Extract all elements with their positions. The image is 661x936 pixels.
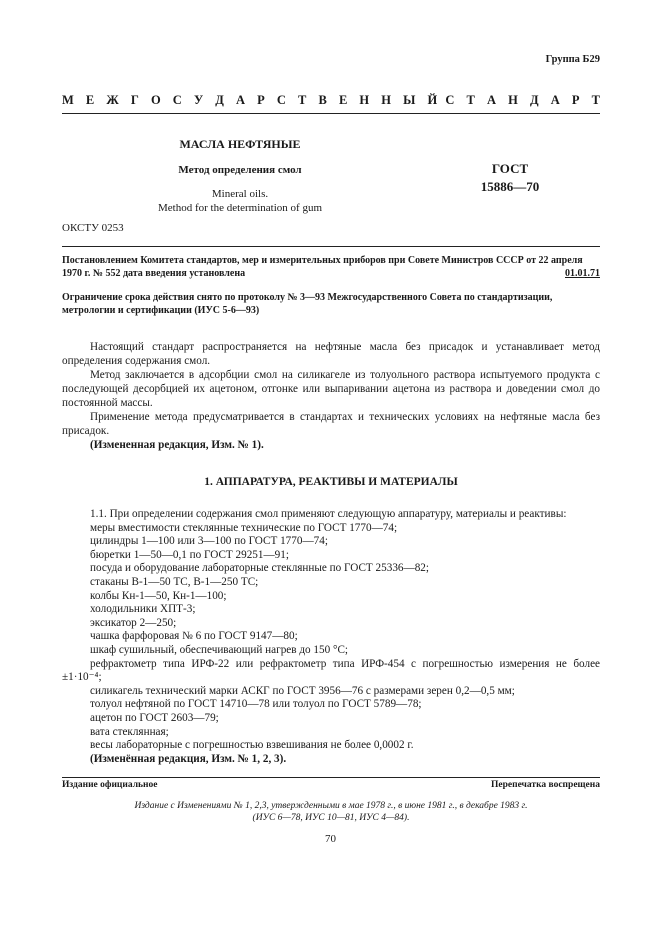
footer-divider [62, 777, 600, 778]
section-1-lead: 1.1. При определении содержания смол применяют следующую аппаратуру, материалы и реактивы: [90, 508, 567, 520]
list-item: холодильники ХПТ-3; [90, 603, 196, 616]
apparatus-list [62, 508, 600, 766]
intro-paragraph-3: Применение метода предусматривается в стандартах и технических условиях на нефтяные масла без присадок. [62, 411, 600, 437]
document-title-ru: МАСЛА НЕФТЯНЫЕ [179, 137, 301, 151]
list-item: весы лабораторные с погрешностью взвешивания не более 0,0002 г. [90, 739, 414, 752]
list-item: толуол нефтяной по ГОСТ 14710—78 или толуол по ГОСТ 5789—78; [90, 698, 422, 711]
heading-word-standart: С Т А Н Д А Р Т [445, 93, 600, 107]
list-item: эксикатор 2—250; [90, 616, 177, 629]
decree-paragraph [62, 255, 600, 280]
reprint-prohibited-label: Перепечатка воспрещена [490, 780, 600, 790]
list-item: бюретки 1—50—0,1 по ГОСТ 29251—91; [90, 548, 289, 561]
list-item: силикагель технический марки АСКГ по ГОСТ 3956—76 с размерами зерен 0,2—0,5 мм; [90, 684, 515, 697]
edition-note-line1: Издание с Изменениями № 1, 2,3, утвержденными в мае 1978 г., в июне 1981 г., в декабре 1983 г. [134, 801, 528, 811]
list-item: цилиндры 1—100 или 3—100 по ГОСТ 1770—74; [90, 535, 328, 548]
list-item: посуда и оборудование лабораторные стеклянные по ГОСТ 25336—82; [90, 562, 430, 575]
title-en-line1: Mineral oils. [211, 188, 269, 200]
list-item-refractometer: рефрактометр типа ИРФ-22 или рефрактометр типа ИРФ-454 с погрешностью измерения не более ±1·10⁻⁴; [62, 657, 600, 684]
document-subtitle-ru: Метод определения смол [178, 164, 302, 176]
list-item: колбы Кн-1—50, Кн-1—100; [90, 589, 227, 602]
decree-text: Постановлением Комитета стандартов, мер и измерительных приборов при Совете Министров СССР от 22 апреля 1970 г. № 552 дата введения установлена [62, 255, 583, 279]
intro-paragraph-1: Настоящий стандарт распространяется на нефтяные масла без присадок и устанавливает метод определения содержания смол. [62, 341, 600, 367]
title-en-line2: Method for the determination of gum [157, 202, 323, 214]
gost-label: ГОСТ [491, 161, 529, 176]
page-number: 70 [325, 833, 336, 845]
heading-word-mezhgos: М Е Ж Г О С У Д А Р С Т В Е Н Н Ы Й [62, 93, 438, 107]
standard-type-heading [62, 93, 600, 108]
limitation-note: Ограничение срока действия снято по протоколу № 3—93 Межгосударственного Совета по стандартизации, метрологии и сертификации (ИУС 5-6—93) [62, 292, 553, 316]
gost-number: 15886—70 [480, 179, 540, 194]
section-1-revision-note: (Изменённая редакция, Изм. № 1, 2, 3). [90, 752, 287, 765]
official-edition-label: Издание официальное [62, 780, 158, 790]
list-item: чашка фарфоровая № 6 по ГОСТ 9147—80; [90, 630, 298, 643]
section-1-heading: 1. АППАРАТУРА, РЕАКТИВЫ И МАТЕРИАЛЫ [204, 476, 458, 488]
list-item: меры вместимости стеклянные технические по ГОСТ 1770—74; [90, 521, 398, 534]
document-title-en [130, 187, 350, 215]
intro-section [62, 340, 600, 452]
header-divider [62, 113, 600, 114]
edition-note [62, 800, 600, 824]
gost-designation [460, 160, 560, 196]
list-item: ацетон по ГОСТ 2603—79; [90, 711, 219, 724]
okstu-divider [62, 246, 600, 247]
edition-note-line2: (ИУС 6—78, ИУС 10—81, ИУС 4—84). [252, 813, 410, 823]
list-item: шкаф сушильный, обеспечивающий нагрев до 150 °С; [90, 643, 349, 656]
group-code: Группа Б29 [545, 54, 600, 65]
okstu-code: ОКСТУ 0253 [62, 222, 124, 234]
list-item: вата стеклянная; [90, 725, 169, 738]
effective-date: 01.01.71 [565, 267, 600, 279]
list-item: стаканы В-1—50 ТС, В-1—250 ТС; [90, 575, 259, 588]
intro-revision-note: (Измененная редакция, Изм. № 1). [90, 439, 264, 451]
intro-paragraph-2: Метод заключается в адсорбции смол на силикагеле из толуольного раствора испытуемого продукта с последующей десорбцией их ацетоном, отгонке или выпаривании ацетона из раствора и доведении смол до постоянной массы. [62, 369, 600, 409]
